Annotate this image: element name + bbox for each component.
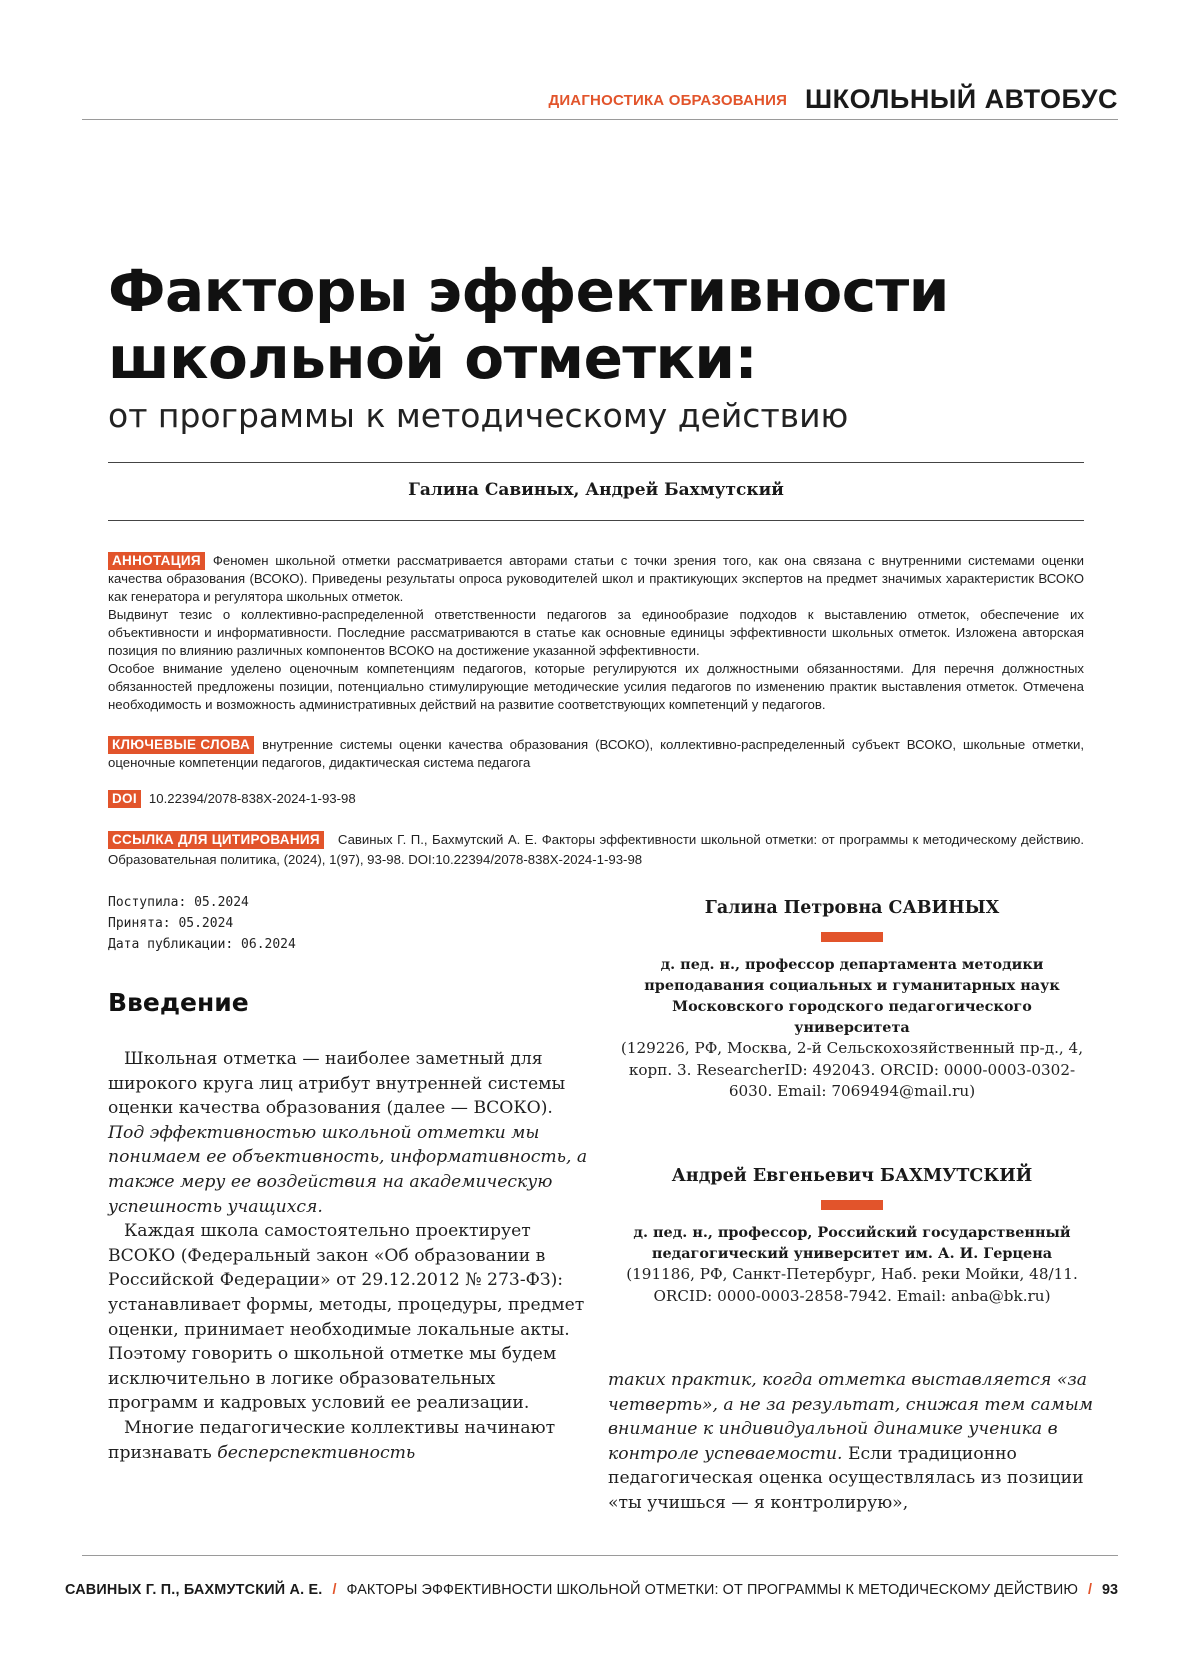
title-divider-top (108, 462, 1084, 463)
abstract-paragraph-3: Особое внимание уделено оценочным компетенциям педагогов, которые регулируются их должностными обязанностями. Для перечня должностных обязанностей предложены позиции, потенциально стимулирующие методические усилия педагогов по изменению практик выставления отметок. Отмечена необходимость и возможность административных действий на развитие соответствующих компетенций у педагогов. (108, 661, 1084, 712)
abstract-block (108, 552, 1084, 714)
author-1-accent-bar (821, 932, 883, 942)
intro-paragraph-1 (108, 1047, 588, 1219)
intro-p1-plain: Школьная отметка — наиболее заметный для широкого круга лиц атрибут внутренней системы оценки качества образования (далее — ВСОКО). (108, 1049, 566, 1119)
abstract-label: АННОТАЦИЯ (108, 552, 205, 570)
date-published: Дата публикации: 06.2024 (108, 937, 296, 952)
title-divider-bottom (108, 520, 1084, 521)
intro-right-plain: Если традиционно педагогическая оценка осуществлялась из позиции «ты учишься — я контролирую», (608, 1443, 1084, 1513)
author-1-contact: (129226, РФ, Москва, 2-й Сельскохозяйственный пр-д., 4, корп. 3. ResearcherID: 492043. ORCID: 0000-0003-0302-6030. Email: 7069494@mail.ru) (620, 1039, 1084, 1100)
author-2-position: д. пед. н., профессор, Российский государственный педагогический университет им. А. И. Герцена (633, 1224, 1071, 1262)
keywords-label: КЛЮЧЕВЫЕ СЛОВА (108, 736, 254, 754)
article-authors: Галина Савиных, Андрей Бахмутский (408, 480, 784, 500)
abstract-paragraph-1: Феномен школьной отметки рассматривается авторами статьи с точки зрения того, как она связана с внутренними системами оценки качества образования (ВСОКО). Приведены результаты опроса руководителей школ и практикующих экспертов на предмет значимых характеристик ВСОКО как генератора и регулятора школьных отметок. (108, 553, 1084, 604)
intro-paragraph-2: Каждая школа самостоятельно проектирует ВСОКО (Федеральный закон «Об образовании в Российской Федерации» от 29.12.2012 № 273-ФЗ): устанавливает формы, методы, процедуры, предмет оценки, принимает необходимые локальные акты. Поэтому говорить о школьной отметке мы будем исключительно в логике образовательных программ и кадровых условий ее реализации. (108, 1221, 585, 1414)
article-dates (108, 892, 296, 955)
intro-p1-italic: Под эффективностью школьной отметки мы понимаем ее объективность, информативность, а также меру ее воздействия на академическую успешность учащихся. (108, 1122, 588, 1217)
keywords-text: внутренние системы оценки качества образования (ВСОКО), коллективно-распределенный субъект ВСОКО, школьные отметки, оценочные компетенции педагогов, дидактическая система педагога (108, 737, 1084, 770)
footer-divider (82, 1555, 1118, 1556)
article-subtitle: от программы к методическому действию (108, 396, 849, 435)
author-card-1 (612, 898, 1092, 1103)
author-2-name: Андрей Евгеньевич БАХМУТСКИЙ (671, 1166, 1033, 1186)
title-line-2: школьной отметки: (108, 324, 758, 392)
citation-block (108, 830, 1084, 870)
intro-right-column (608, 1368, 1098, 1516)
date-accepted: Принята: 05.2024 (108, 916, 234, 931)
footer-separator-2: / (1087, 1582, 1092, 1598)
footer-title: ФАКТОРЫ ЭФФЕКТИВНОСТИ ШКОЛЬНОЙ ОТМЕТКИ: ОТ ПРОГРАММЫ К МЕТОДИЧЕСКОМУ ДЕЙСТВИЮ (346, 1582, 1078, 1598)
citation-text: Савиных Г. П., Бахмутский А. Е. Факторы эффективности школьной отметки: от программы к методическому действию. Образовательная политика, (2024), 1(97), 93-98. DOI:10.22394/2078-838X-2024-1-93-98 (108, 832, 1084, 867)
intro-right-paragraph (608, 1368, 1098, 1516)
intro-p3-italic: бесперспективность (217, 1442, 416, 1463)
intro-right-italic: таких практик, когда отметка выставляется «за четверть», а не за результат, снижая тем самым внимание к индивидуальной динамике ученика в контроле успеваемости. (608, 1370, 1093, 1464)
section-rubric: ДИАГНОСТИКА ОБРАЗОВАНИЯ (548, 92, 788, 109)
abstract-paragraph-2: Выдвинут тезис о коллективно-распределенной ответственности педагогов за единообразие подходов к выставлению отметок, обеспечение их объективности и информативности. Последние рассматриваются в статье как основные единицы эффективности школьных отметок. Изложена авторская позиция по влиянию различных компонентов ВСОКО на достижение указанной эффективности. (108, 607, 1084, 658)
author-card-2 (612, 1166, 1092, 1307)
intro-p3-plain: Многие педагогические коллективы начинают признавать (108, 1417, 556, 1463)
article-title (108, 258, 1108, 392)
intro-paragraph-3 (108, 1416, 588, 1465)
doi-value[interactable]: 10.22394/2078-838X-2024-1-93-98 (148, 791, 356, 806)
footer-authors: САВИНЫХ Г. П., БАХМУТСКИЙ А. Е. (64, 1582, 323, 1598)
journal-name: ШКОЛЬНЫЙ АВТОБУС (805, 84, 1118, 114)
intro-left-column (108, 1047, 588, 1465)
author-1-position: д. пед. н., профессор департамента методики преподавания социальных и гуманитарных наук Московского городского педагогического университета (644, 956, 1060, 1036)
citation-label: ССЫЛКА ДЛЯ ЦИТИРОВАНИЯ (108, 831, 324, 849)
keywords-block (108, 736, 1084, 772)
author-2-contact: (191186, РФ, Санкт-Петербург, Наб. реки Мойки, 48/11. ORCID: 0000-0003-2858-7942. Email: anba@bk.ru) (626, 1265, 1078, 1305)
intro-heading: Введение (108, 988, 249, 1017)
page-number: 93 (1101, 1582, 1118, 1598)
date-received: Поступила: 05.2024 (108, 895, 249, 910)
doi-label: DOI (108, 790, 141, 808)
author-1-name: Галина Петровна САВИНЫХ (704, 898, 1000, 918)
running-header (82, 78, 1118, 120)
running-footer (64, 1582, 1118, 1598)
footer-separator-1: / (332, 1582, 337, 1598)
author-2-accent-bar (821, 1200, 883, 1210)
title-line-1: Факторы эффективности (108, 257, 949, 325)
doi-block (108, 790, 1084, 808)
